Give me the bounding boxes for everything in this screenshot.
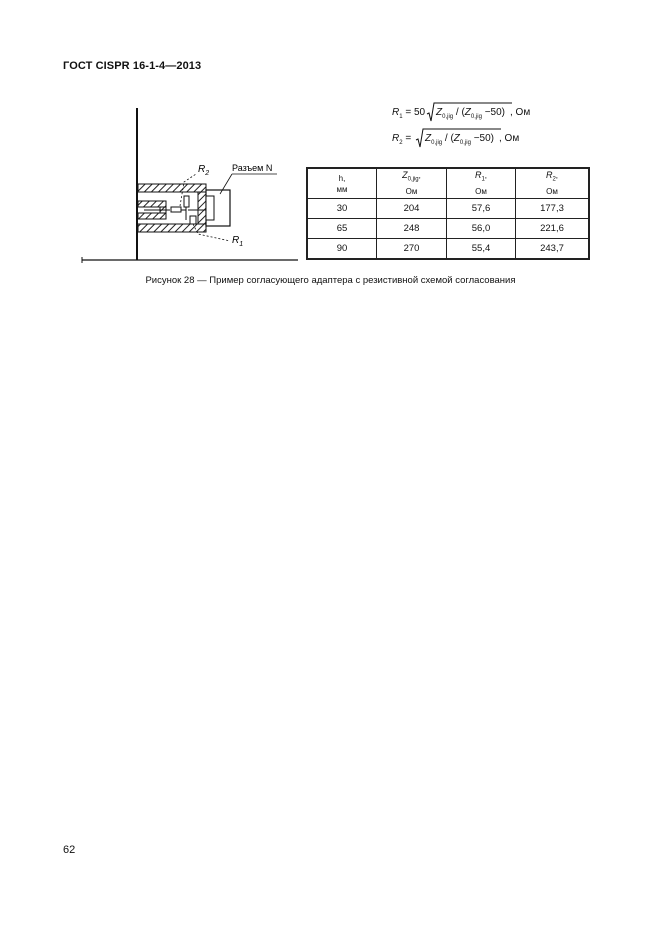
table-row: 90 270 55,4 243,7 — [307, 239, 589, 260]
table-row: 30 204 57,6 177,3 — [307, 199, 589, 219]
header-z0jig: $Z_{0,jig}$, Ом — [377, 168, 447, 199]
adapter-diagram — [80, 100, 300, 265]
figure-caption: Рисунок 28 — Пример согласующего адаптера с резистивной схемой согласования — [145, 275, 516, 286]
page-number: 62 — [63, 844, 76, 856]
table-row: 65 248 56,0 221,6 — [307, 219, 589, 239]
table-header-row — [307, 168, 589, 199]
header-r2: $R_2$, Ом — [516, 168, 590, 199]
parameters-table — [306, 167, 590, 260]
header-r1: $R_1$, Ом — [447, 168, 516, 199]
connector-label: Разъем N — [232, 163, 273, 173]
document-header: ГОСТ CISPR 16-1-4—2013 — [63, 60, 202, 72]
r1-label: $R_1$ — [232, 235, 244, 248]
r2-label: $R_2$ — [198, 164, 210, 177]
header-h: h, мм — [307, 168, 377, 199]
